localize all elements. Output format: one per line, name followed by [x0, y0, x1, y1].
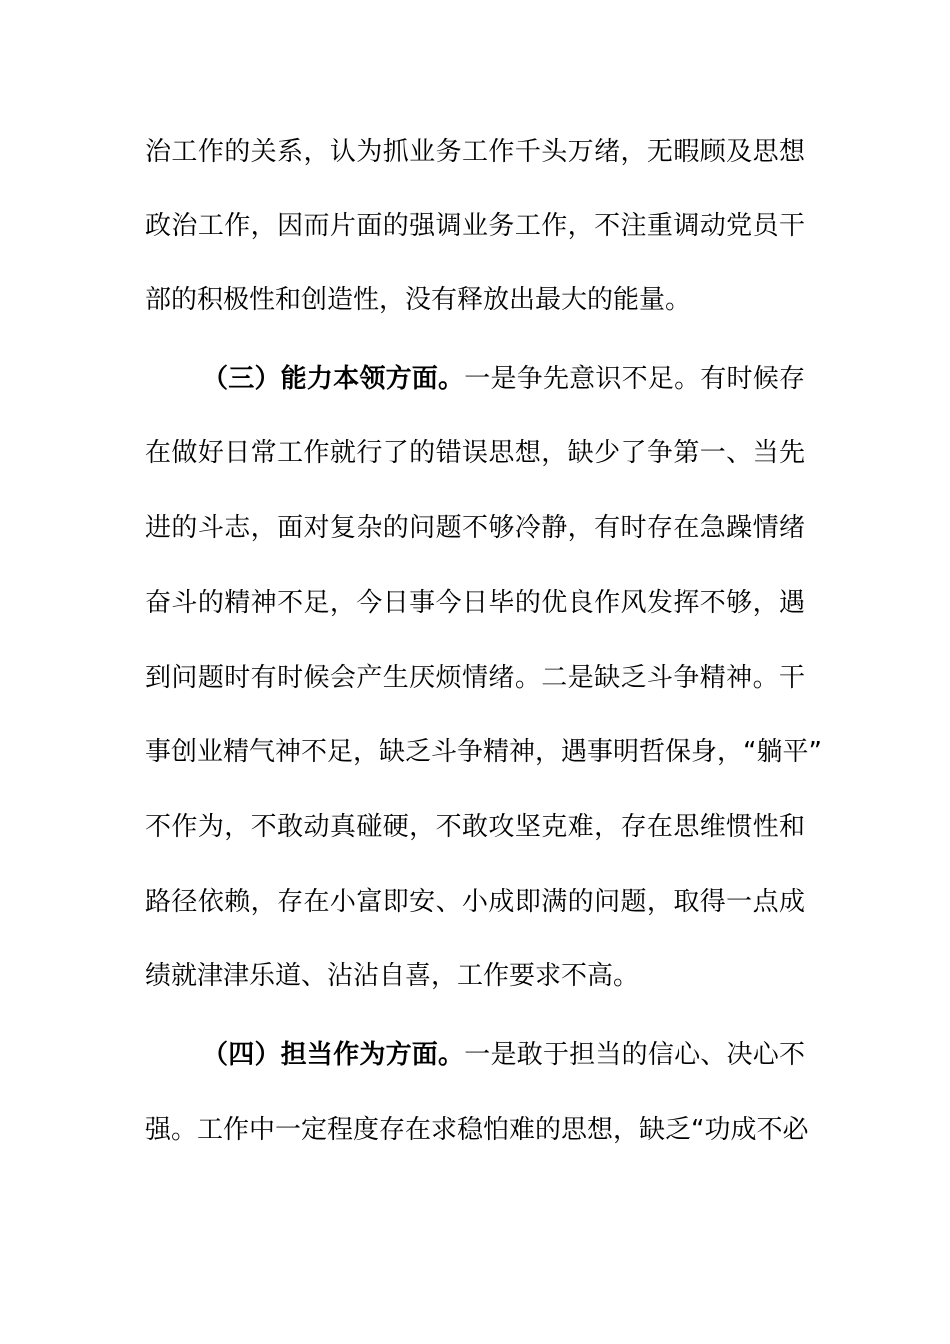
- paragraph-line: 进的斗志，面对复杂的问题不够冷静，有时存在急躁情绪: [145, 513, 805, 543]
- paragraph-line: 在做好日常工作就行了的错误思想，缺少了争第一、当先: [145, 438, 805, 468]
- paragraph-line: 事创业精气神不足，缺乏斗争精神，遇事明哲保身，“躺平”: [145, 737, 822, 767]
- section-heading-line: [202, 361, 805, 397]
- paragraph-line: 政治工作，因而片面的强调业务工作，不注重调动党员干: [145, 211, 805, 241]
- section-heading-line: [202, 1037, 805, 1073]
- paragraph-line: 强。工作中一定程度存在求稳怕难的思想，缺乏“功成不必: [145, 1115, 809, 1145]
- paragraph-line: 部的积极性和创造性，没有释放出最大的能量。: [145, 285, 692, 315]
- paragraph-line: 奋斗的精神不足，今日事今日毕的优良作风发挥不够，遇: [145, 588, 805, 618]
- paragraph-line: 治工作的关系，认为抓业务工作千头万绪，无暇顾及思想: [145, 137, 805, 167]
- paragraph-line: 路径依赖，存在小富即安、小成即满的问题，取得一点成: [145, 887, 805, 917]
- section-heading-rest: 一是敢于担当的信心、决心不: [464, 1040, 805, 1070]
- section-heading: （四）担当作为方面。: [202, 1040, 465, 1070]
- section-heading: （三）能力本领方面。: [202, 364, 465, 394]
- paragraph-line: 不作为，不敢动真碰硬，不敢攻坚克难，存在思维惯性和: [145, 812, 805, 842]
- paragraph-line: 到问题时有时候会产生厌烦情绪。二是缺乏斗争精神。干: [145, 663, 805, 693]
- section-heading-rest: 一是争先意识不足。有时候存: [464, 364, 805, 394]
- paragraph-line: 绩就津津乐道、沾沾自喜，工作要求不高。: [145, 961, 640, 991]
